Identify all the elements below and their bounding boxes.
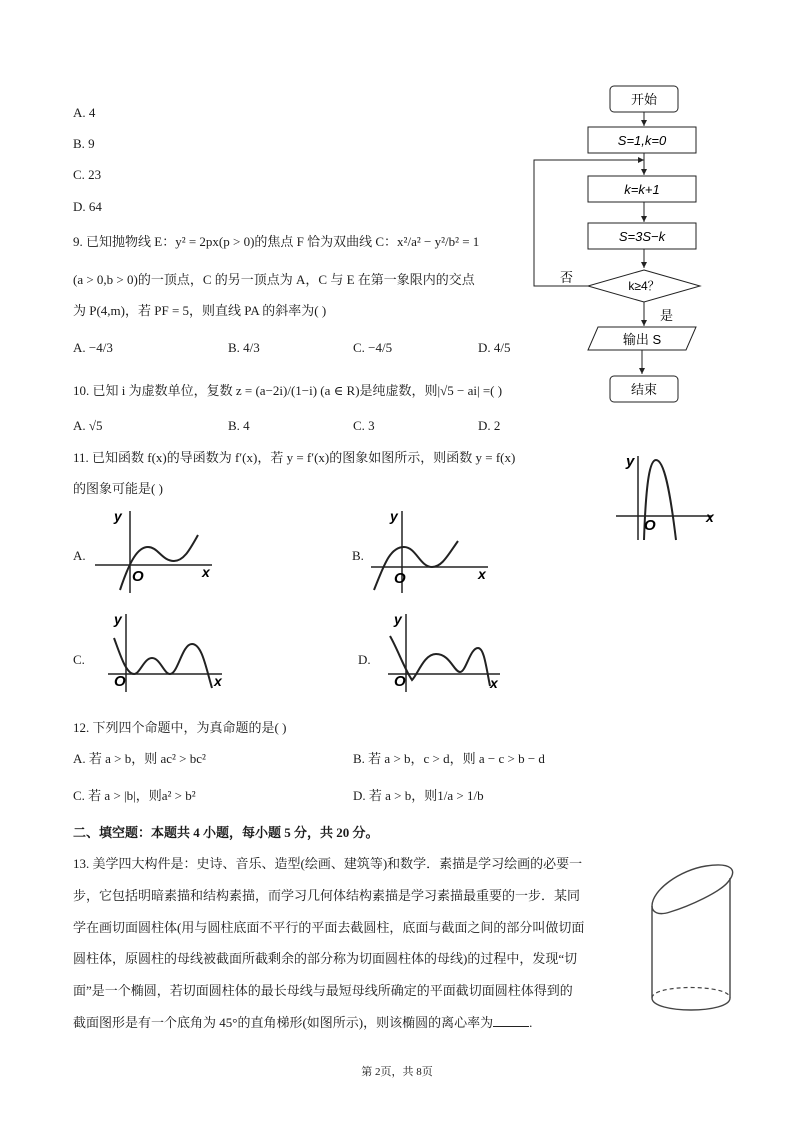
q9-line1: 9. 已知抛物线 E：y² = 2px(p > 0)的焦点 F 恰为双曲线 C：x²/a² − y²/b² = 1: [73, 234, 480, 249]
graph-a-origin-label: O: [132, 568, 144, 585]
derivative-origin-label: O: [644, 517, 656, 534]
graph-a-y-label: y: [114, 508, 122, 524]
q13-line4: 圆柱体，原圆柱的母线被截面所截剩余的部分称为切面圆柱体的母线)的过程中，发现“切: [73, 951, 578, 966]
q11-graph-c: [100, 608, 230, 694]
q12-text: 12. 下列四个命题中，为真命题的是( ): [73, 720, 287, 735]
q11-graph-b: [366, 505, 496, 595]
flow-end-text: 结束: [630, 382, 658, 397]
q11-option-b: B.: [352, 548, 364, 563]
q13-line2: 步，它包括明暗素描和结构素描，而学习几何体结构素描是学习素描最重要的一步．某同: [73, 888, 581, 903]
q10-option-c: C. 3: [353, 418, 375, 433]
graph-d-origin-label: O: [394, 673, 406, 690]
graph-c-y-label: y: [114, 611, 122, 627]
flow-init-text: S=1,k=0: [617, 133, 667, 148]
q13-line6: 截面图形是有一个底角为 45°的直角梯形(如图所示)，则该椭圆的离心率为: [73, 1015, 494, 1030]
q10-option-a: A. √5: [73, 418, 103, 433]
q13-line3: 学在画切面圆柱体(用与圆柱底面不平行的平面去截圆柱，底面与截面之间的部分叫做切面: [73, 920, 585, 935]
q9-option-a: A. −4/3: [73, 340, 113, 355]
section-heading-fill-in: 二、填空题：本题共 4 小题，每小题 5 分，共 20 分。: [73, 825, 379, 840]
flow-update-text: S=3S−k: [618, 229, 666, 244]
q13-line6-wrap: [73, 1014, 532, 1031]
flow-no-label: 否: [560, 270, 574, 285]
q10-option-d: D. 2: [478, 418, 501, 433]
graph-a-x-label: x: [202, 564, 210, 580]
graph-b-y-label: y: [390, 508, 398, 524]
q11-line1: 11. 已知函数 f(x)的导函数为 f′(x)，若 y = f′(x)的图象如图所示，则函数 y = f(x): [73, 450, 516, 465]
q8-option-b: B. 9: [73, 136, 95, 151]
flow-increment-text: k=k+1: [624, 182, 660, 197]
graph-c-origin-label: O: [114, 673, 126, 690]
q12-option-d: D. 若 a > b，则1/a > 1/b: [353, 788, 484, 803]
derivative-graph: [608, 450, 720, 546]
derivative-x-label: x: [706, 509, 714, 525]
page-footer: 第 2页，共 8页: [361, 1066, 433, 1078]
q13-line6-end: .: [529, 1015, 533, 1030]
graph-d-x-label: x: [490, 675, 498, 691]
graph-b-origin-label: O: [394, 570, 406, 587]
graph-d-y-label: y: [394, 611, 402, 627]
derivative-y-label: y: [626, 453, 635, 470]
q12-option-b: B. 若 a > b，c > d，则 a − c > b − d: [353, 751, 545, 766]
answer-blank[interactable]: [493, 1014, 529, 1027]
flow-start-text: 开始: [630, 92, 658, 107]
q9-option-b: B. 4/3: [228, 340, 260, 355]
q9-line2: (a > 0,b > 0)的一顶点，C 的另一顶点为 A，C 与 E 在第一象限内的交点: [73, 272, 475, 287]
q9-option-c: C. −4/5: [353, 340, 393, 355]
q11-option-a: A.: [73, 548, 86, 563]
cut-cylinder-figure: [640, 860, 740, 1020]
q9-option-d: D. 4/5: [478, 340, 511, 355]
flowchart: [530, 82, 710, 407]
q11-graph-d: [378, 608, 508, 694]
q11-option-c: C.: [73, 652, 85, 667]
q10-option-b: B. 4: [228, 418, 250, 433]
q12-option-a: A. 若 a > b，则 ac² > bc²: [73, 751, 206, 766]
flow-yes-label: 是: [660, 308, 674, 323]
q8-option-a: A. 4: [73, 105, 96, 120]
q8-option-d: D. 64: [73, 199, 102, 214]
q12-option-c: C. 若 a > |b|，则a² > b²: [73, 788, 196, 803]
q11-option-d: D.: [358, 652, 371, 667]
q11-graph-a: [90, 505, 220, 595]
q10-text: 10. 已知 i 为虚数单位，复数 z = (a−2i)/(1−i) (a ∈ R)是纯虚数，则|√5 − ai| =( ): [73, 383, 503, 398]
q13-line1: 13. 美学四大构件是：史诗、音乐、造型(绘画、建筑等)和数学．素描是学习绘画的必要一: [73, 856, 583, 871]
q8-option-c: C. 23: [73, 167, 102, 182]
flow-output-text: 输出 S: [622, 332, 662, 347]
q9-line3: 为 P(4,m)，若 PF = 5，则直线 PA 的斜率为( ): [73, 303, 327, 318]
graph-b-x-label: x: [478, 566, 486, 582]
q13-line5: 面”是一个椭圆，若切面圆柱体的最长母线与最短母线所确定的平面截切面圆柱体得到的: [73, 983, 573, 998]
flow-condition-text: k≥4？: [628, 279, 660, 293]
q11-line2: 的图象可能是( ): [73, 481, 163, 496]
graph-c-x-label: x: [214, 673, 222, 689]
